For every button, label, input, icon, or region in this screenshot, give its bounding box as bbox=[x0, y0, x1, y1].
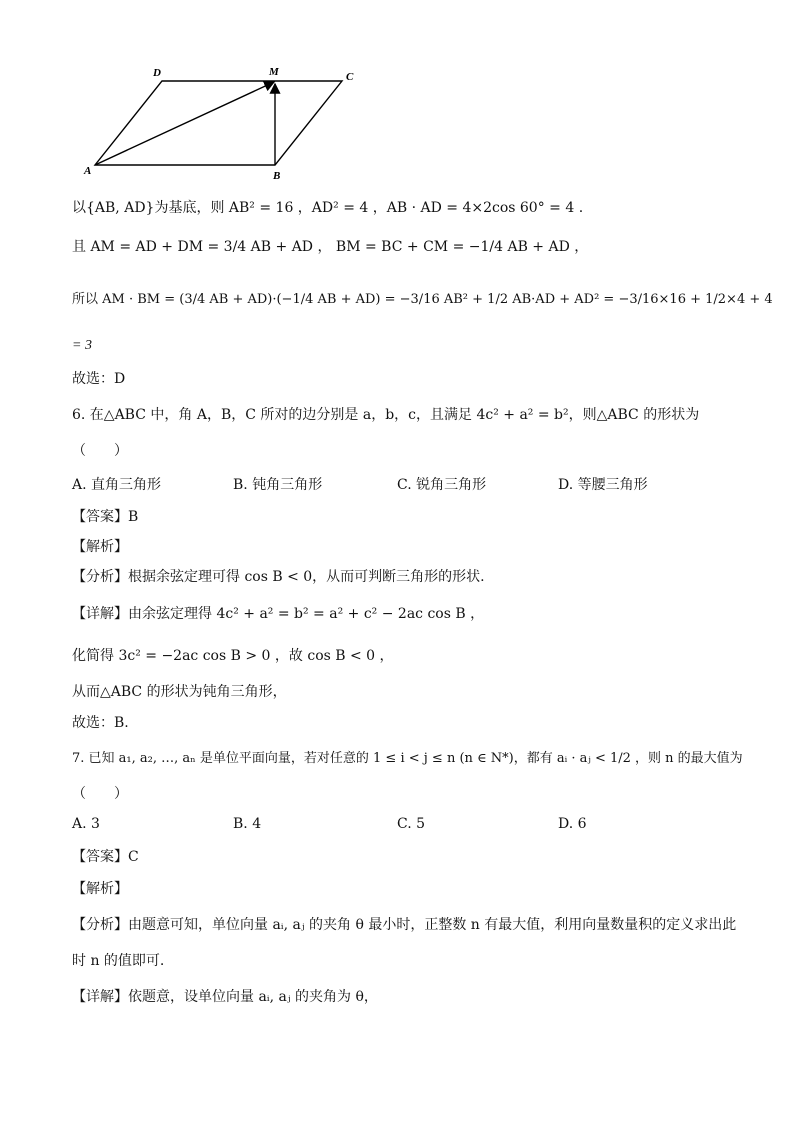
text-line-2: 且 AM = AD + DM = 3/4 AB + AD ， BM = BC + CM = −1/4 AB + AD ， bbox=[72, 239, 589, 255]
q7-detail-1: 【详解】依题意，设单位向量 aᵢ, aⱼ 的夹角为 θ， bbox=[72, 989, 378, 1005]
question-6: 6. 在△ABC 中，角 A，B，C 所对的边分别是 a，b，c，且满足 4c² + a² = b²，则△ABC 的形状为 bbox=[72, 407, 700, 423]
label-a: A bbox=[84, 165, 92, 177]
question-6-paren: （ ） bbox=[72, 443, 128, 459]
q7-option-c: C. 5 bbox=[397, 816, 426, 832]
q6-option-d: D. 等腰三角形 bbox=[558, 477, 648, 493]
text-line-5: 故选：D bbox=[72, 371, 126, 387]
parallelogram-outline bbox=[95, 81, 342, 165]
q6-option-c: C. 锐角三角形 bbox=[397, 477, 487, 493]
q7-analysis-1: 【分析】由题意可知，单位向量 aᵢ, aⱼ 的夹角 θ 最小时，正整数 n 有最大值，利用向量数量积的定义求出此 bbox=[72, 917, 737, 933]
q6-conclusion: 故选：B. bbox=[72, 715, 129, 731]
q7-analysis-heading: 【解析】 bbox=[72, 881, 128, 897]
q7-option-a: A. 3 bbox=[72, 816, 100, 832]
q7-option-d: D. 6 bbox=[558, 816, 587, 832]
q6-detail-3: 从而△ABC 的形状为钝角三角形， bbox=[72, 684, 287, 700]
q7-analysis-2: 时 n 的值即可. bbox=[72, 953, 165, 969]
q6-answer: 【答案】B bbox=[72, 509, 139, 525]
question-7: 7. 已知 a₁, a₂, …, aₙ 是单位平面向量，若对任意的 1 ≤ i < j ≤ n (n ∈ N*)，都有 aᵢ · aⱼ < 1/2 ，则 n 的最大值为 bbox=[72, 751, 743, 766]
vector-am bbox=[95, 82, 274, 165]
text-line-3: 所以 AM · BM = (3/4 AB + AD)·(−1/4 AB + AD) = −3/16 AB² + 1/2 AB·AD + AD² = −3/16×16 + 1/2×4 + 4 bbox=[72, 292, 773, 307]
q6-analysis-heading: 【解析】 bbox=[72, 539, 128, 555]
label-b: B bbox=[273, 170, 281, 182]
label-d: D bbox=[153, 67, 161, 79]
parallelogram-figure bbox=[70, 62, 370, 182]
q7-option-b: B. 4 bbox=[233, 816, 262, 832]
q6-option-a: A. 直角三角形 bbox=[72, 477, 162, 493]
text-line-1: 以{AB, AD}为基底，则 AB² = 16 ，AD² = 4 ，AB · AD = 4×2cos 60° = 4 . bbox=[72, 200, 584, 216]
q6-detail-2: 化简得 3c² = −2ac cos B > 0 ，故 cos B < 0 ， bbox=[72, 648, 394, 664]
question-7-paren: （ ） bbox=[72, 786, 128, 802]
q7-answer: 【答案】C bbox=[72, 849, 139, 865]
label-m: M bbox=[269, 66, 279, 78]
text-line-4: = 3 bbox=[72, 338, 92, 353]
q6-detail-1: 【详解】由余弦定理得 4c² + a² = b² = a² + c² − 2ac cos B ， bbox=[72, 606, 485, 622]
q6-analysis: 【分析】根据余弦定理可得 cos B < 0，从而可判断三角形的形状. bbox=[72, 569, 485, 585]
q6-option-b: B. 钝角三角形 bbox=[233, 477, 323, 493]
label-c: C bbox=[346, 71, 354, 83]
